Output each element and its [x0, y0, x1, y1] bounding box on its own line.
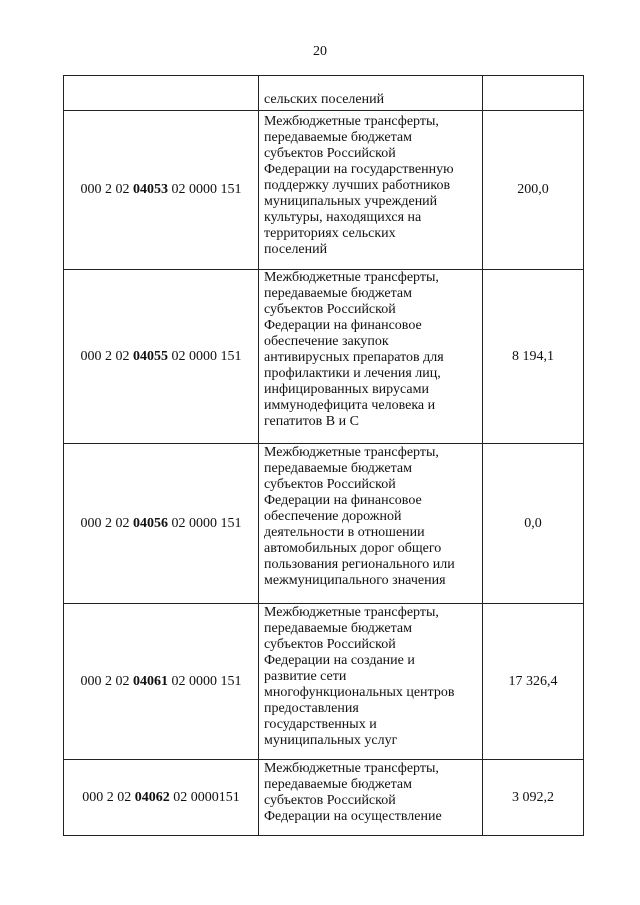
budget-code-prefix: 000 2 02 — [80, 182, 133, 197]
budget-code-bold: 04055 — [133, 348, 168, 364]
budget-code-bold: 04056 — [133, 515, 168, 531]
budget-code-cell — [64, 111, 259, 270]
budget-code-cell — [64, 604, 259, 760]
budget-code-prefix: 000 2 02 — [80, 515, 133, 531]
amount-cell: 200,0 — [483, 111, 584, 270]
page-number: 20 — [313, 44, 327, 59]
description-cell — [259, 444, 483, 604]
description-cell — [259, 111, 483, 270]
amount-cell — [483, 76, 584, 111]
budget-code-prefix: 000 2 02 — [80, 348, 133, 364]
description-text: сельских поселений — [264, 92, 385, 107]
budget-code-suffix: 02 0000 151 — [168, 348, 242, 364]
amount-cell: 3 092,2 — [483, 760, 584, 836]
budget-code-bold: 04061 — [133, 673, 168, 689]
amount-cell: 17 326,4 — [483, 604, 584, 760]
description-text: Межбюджетные трансферты, передаваемые бюджетам субъектов Российской Федерации на государственную поддержку лучших работников муниципальных учреждений культуры, находящихся на территориях сельских поселений — [264, 114, 454, 257]
budget-code-cell — [64, 270, 259, 444]
table-row — [64, 270, 584, 444]
budget-code-suffix: 02 0000151 — [169, 789, 240, 805]
description-text: Межбюджетные трансферты, передаваемые бюджетам субъектов Российской Федерации на финансовое обеспечение закупок антивирусных препаратов для профилактики и лечения лиц, инфицированных вирусами иммунодефицита человека и гепатитов В и С — [264, 270, 444, 429]
description-cell — [259, 76, 483, 111]
table-row — [64, 604, 584, 760]
budget-code-cell — [64, 760, 259, 836]
budget-code-bold: 04053 — [133, 182, 168, 197]
description-text: Межбюджетные трансферты, передаваемые бюджетам субъектов Российской Федерации на осуществление — [264, 761, 442, 824]
table-row — [64, 111, 584, 270]
description-cell — [259, 604, 483, 760]
budget-code-prefix: 000 2 02 — [80, 673, 133, 689]
budget-code-suffix: 02 0000 151 — [168, 515, 242, 531]
budget-code-cell — [64, 76, 259, 111]
description-cell — [259, 270, 483, 444]
table-row — [64, 444, 584, 604]
description-cell — [259, 760, 483, 836]
description-text: Межбюджетные трансферты, передаваемые бюджетам субъектов Российской Федерации на финансовое обеспечение дорожной деятельности в отношении автомобильных дорог общего пользования регионального или межмуниципального значения — [264, 445, 455, 588]
description-text: Межбюджетные трансферты, передаваемые бюджетам субъектов Российской Федерации на создание и развитие сети многофункциональных центров предоставления государственных и муниципальных услуг — [264, 605, 455, 748]
amount-cell: 0,0 — [483, 444, 584, 604]
budget-code-prefix: 000 2 02 — [82, 789, 135, 805]
budget-code-bold: 04062 — [134, 789, 170, 805]
budget-code-suffix: 02 0000 151 — [168, 182, 242, 197]
budget-code-suffix: 02 0000 151 — [168, 673, 242, 689]
table-row — [64, 760, 584, 836]
budget-code-cell — [64, 444, 259, 604]
budget-transfers-table — [63, 75, 584, 836]
amount-cell: 8 194,1 — [483, 270, 584, 444]
table-row — [64, 76, 584, 111]
